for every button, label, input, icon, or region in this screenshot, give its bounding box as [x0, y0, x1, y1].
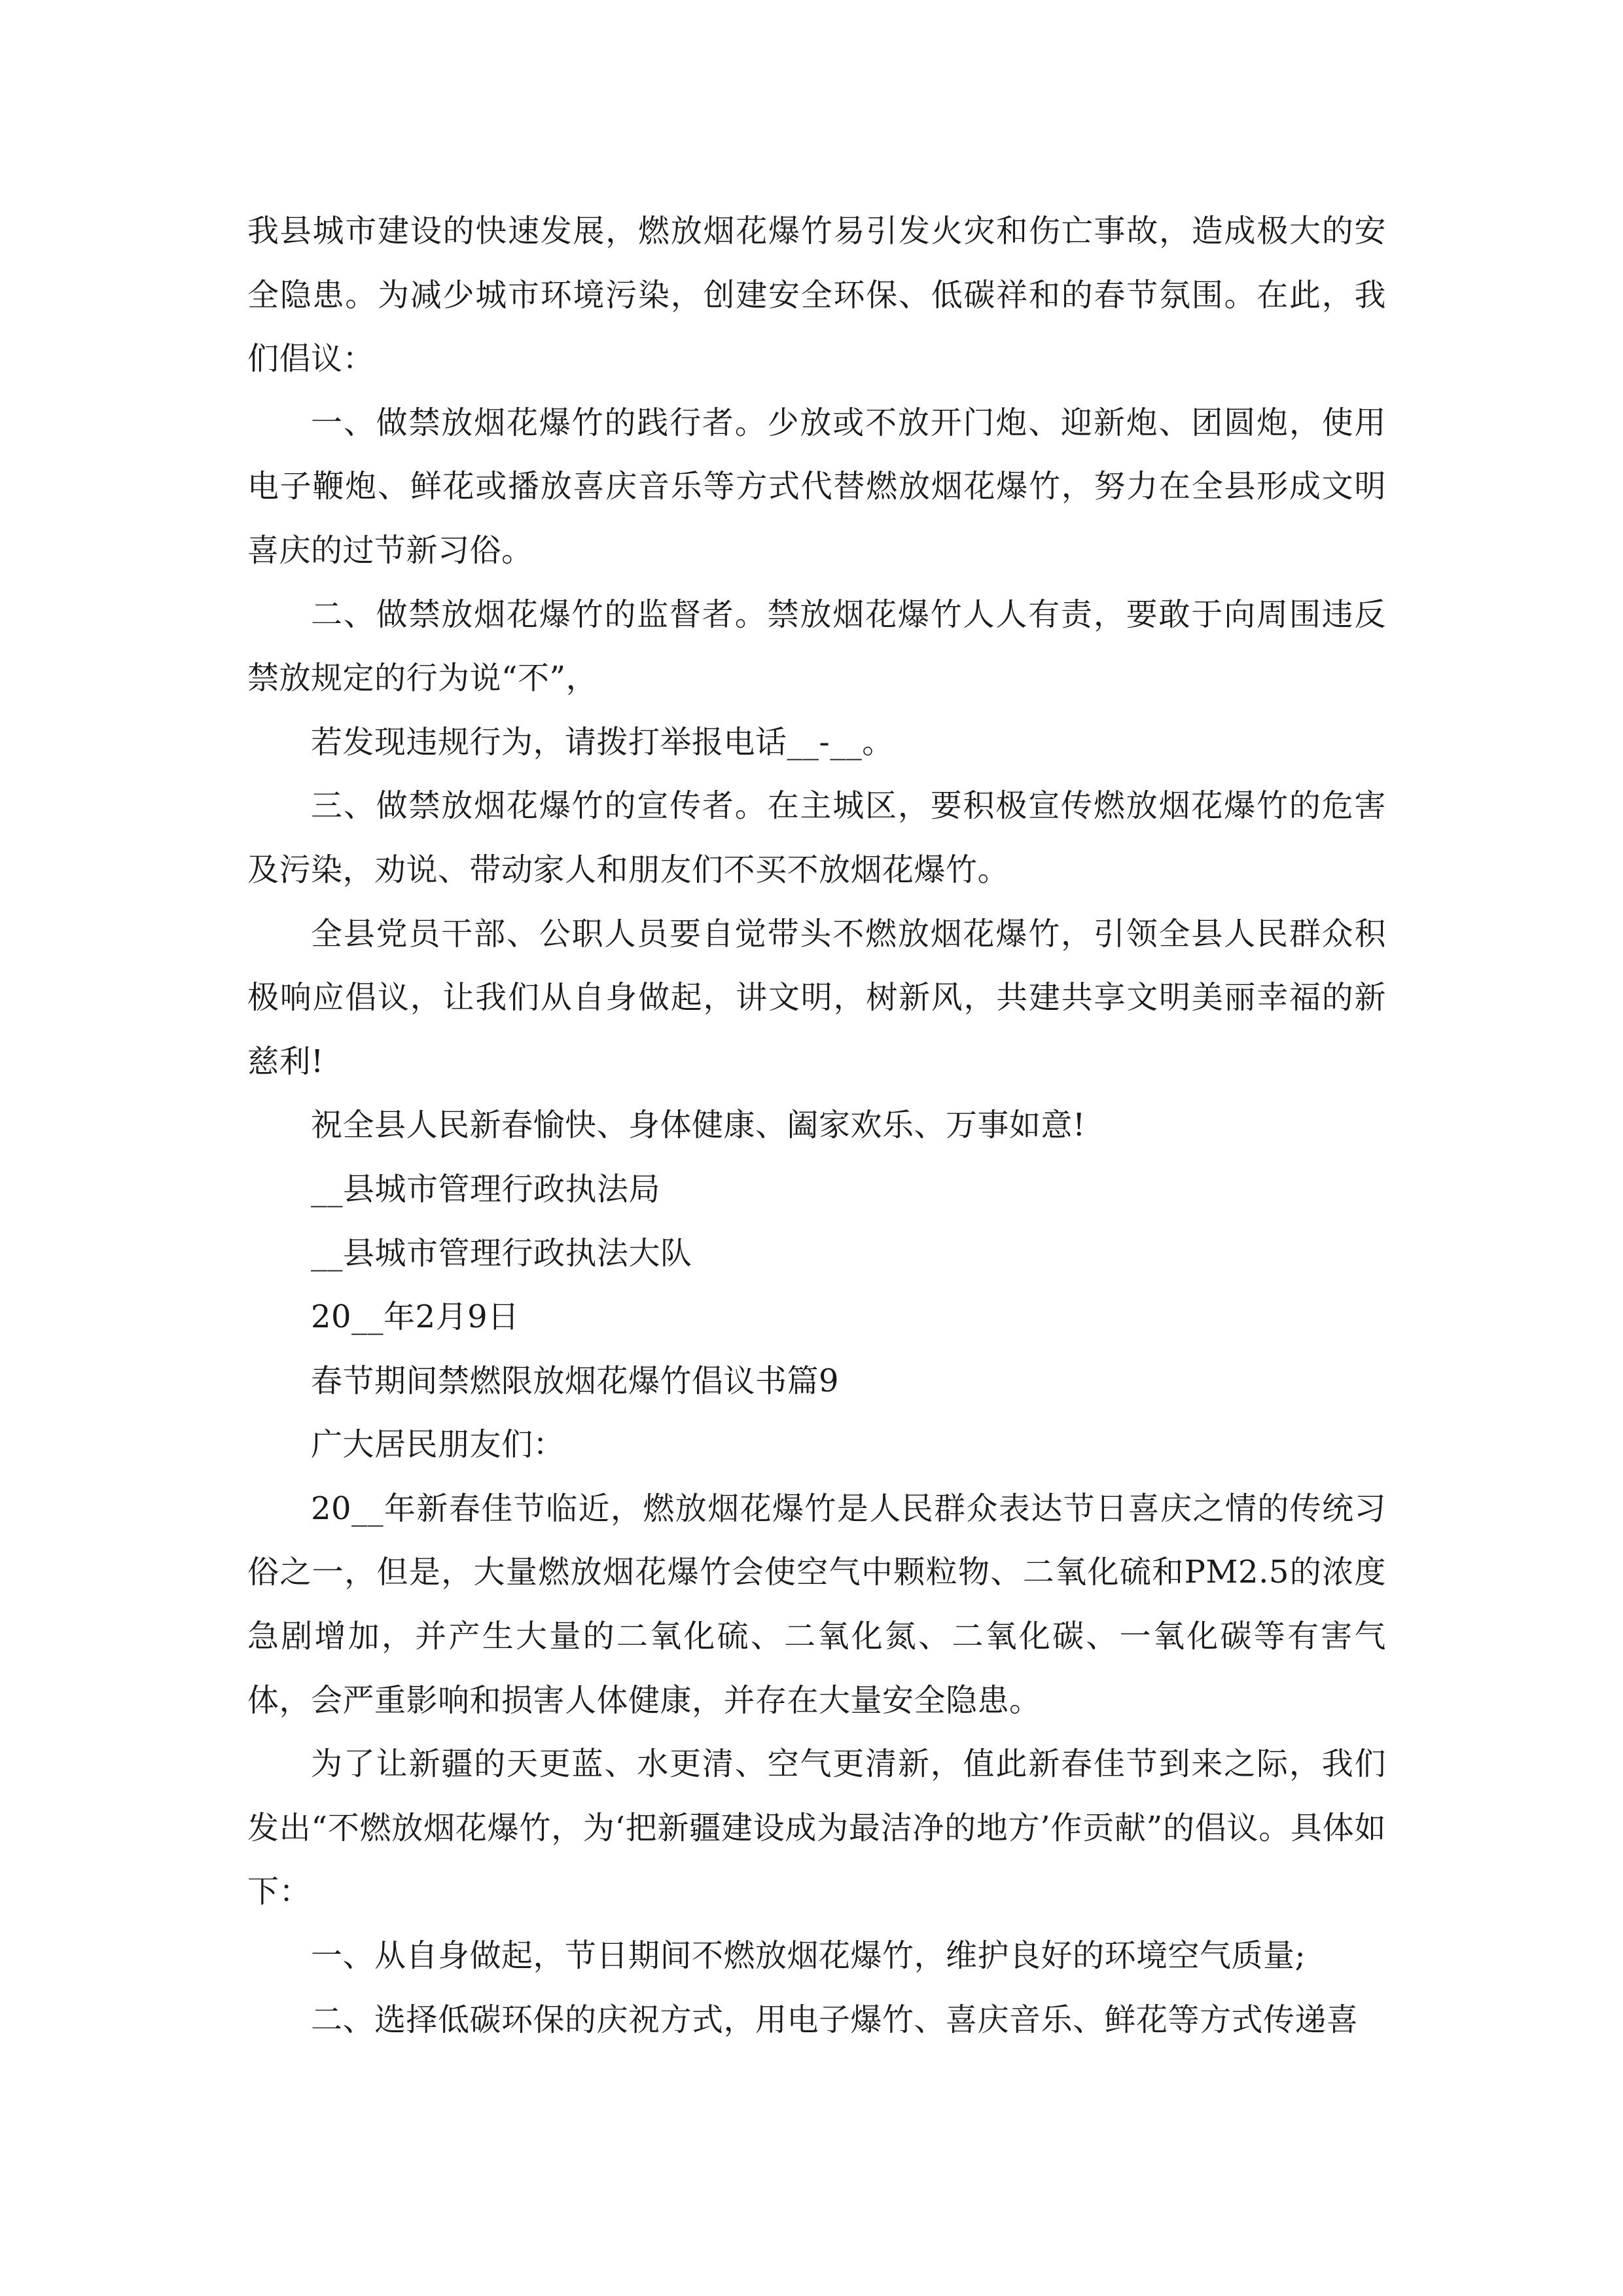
- paragraph-greeting: 祝全县人民新春愉快、身体健康、阖家欢乐、万事如意!: [311, 1107, 1086, 1144]
- salutation: 广大居民朋友们：: [311, 1426, 565, 1463]
- signature-brigade: __县城市管理行政执法大队: [311, 1234, 692, 1272]
- paragraph-item-1: 一、做禁放烟花爆竹的践行者。少放或不放开门炮、迎新炮、团圆炮，使用电子鞭炮、鲜花或播放喜庆音乐等方式代替燃放烟花爆竹，努力在全县形成文明喜庆的过节新习俗。: [247, 404, 1386, 569]
- paragraph-call-to-action: 全县党员干部、公职人员要自觉带头不燃放烟花爆竹，引领全县人民群众积极响应倡议，让我们从自身做起，讲文明，树新风，共建共享文明美丽幸福的新慈利!: [247, 915, 1386, 1080]
- paragraph-point-1: 一、从自身做起，节日期间不燃放烟花爆竹，维护良好的环境空气质量;: [311, 1937, 1306, 1975]
- document-body: [247, 200, 1386, 2052]
- signature-date: 20__年2月9日: [311, 1299, 520, 1336]
- paragraph-item-3: 三、做禁放烟花爆竹的宣传者。在主城区，要积极宣传燃放烟花爆竹的危害及污染，劝说、带动家人和朋友们不买不放烟花爆竹。: [247, 787, 1386, 888]
- paragraph-background: 20__年新春佳节临近，燃放烟花爆竹是人民群众表达节日喜庆之情的传统习俗之一，但是，大量燃放烟花爆竹会使空气中颗粒物、二氧化硫和PM2.5的浓度急剧增加，并产生大量的二氧化硫、二氧化氮、二氧化碳、一氧化碳等有害气体，会严重影响和损害人体健康，并存在大量安全隐患。: [247, 1490, 1386, 1719]
- paragraph-initiative: 为了让新疆的天更蓝、水更清、空气更清新，值此新春佳节到来之际，我们发出“不燃放烟花爆竹，为‘把新疆建设成为最洁净的地方’作贡献”的倡议。具体如下：: [247, 1746, 1386, 1910]
- paragraph-report-phone: 若发现违规行为，请拨打举报电话__-__。: [311, 723, 894, 761]
- paragraph-point-2: 二、选择低碳环保的庆祝方式，用电子爆竹、喜庆音乐、鲜花等方式传递喜: [311, 2001, 1359, 2038]
- paragraph-item-2: 二、做禁放烟花爆竹的监督者。禁放烟花爆竹人人有责，要敢于向周围违反禁放规定的行为说“不”，: [247, 596, 1386, 697]
- section-heading: 春节期间禁燃限放烟花爆竹倡议书篇9: [311, 1362, 840, 1399]
- signature-bureau: __县城市管理行政执法局: [311, 1170, 661, 1208]
- paragraph-intro: 我县城市建设的快速发展，燃放烟花爆竹易引发火灾和伤亡事故，造成极大的安全隐患。为减少城市环境污染，创建安全环保、低碳祥和的春节氛围。在此，我们倡议：: [247, 213, 1386, 378]
